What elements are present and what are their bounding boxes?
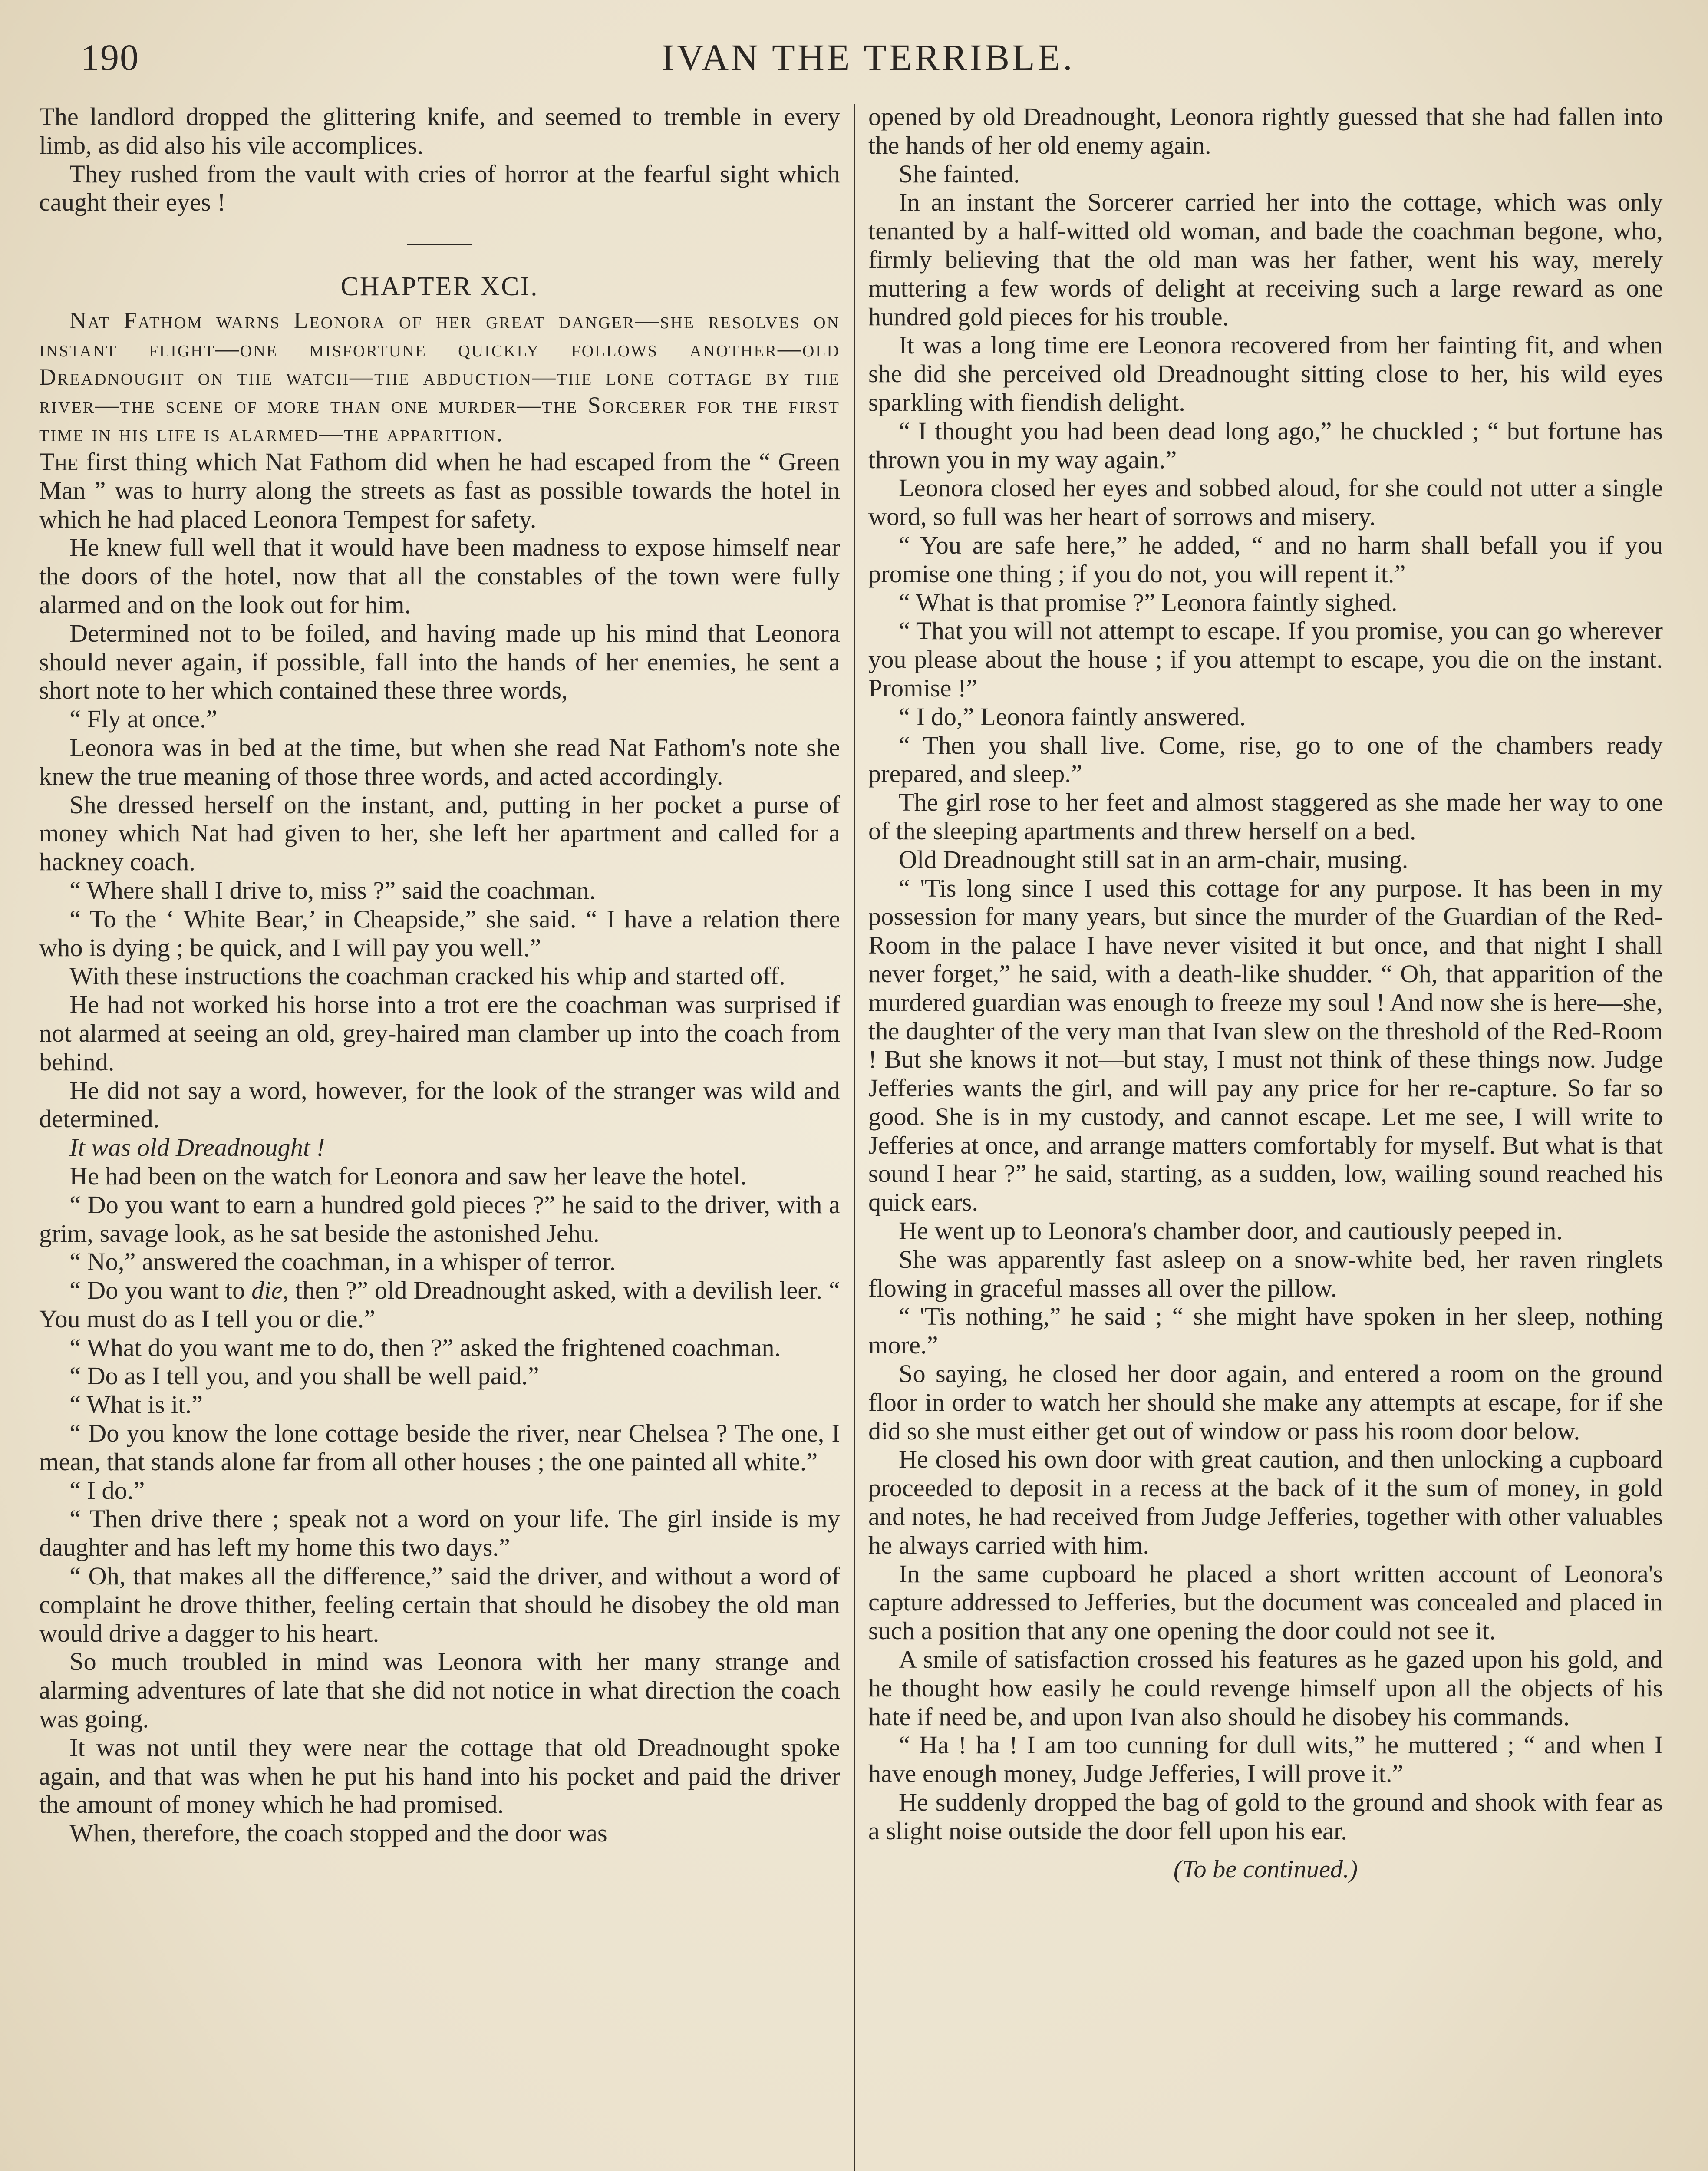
paragraph: “ 'Tis nothing,” he said ; “ she might have spoken in her sleep, nothing more.”	[868, 1302, 1663, 1359]
paragraph: He had not worked his horse into a trot ere the coachman was surprised if not alarmed at seeing an old, grey-haired man clamber up into the coach from behind.	[39, 990, 840, 1076]
paragraph: “ You are safe here,” he added, “ and no harm shall befall you if you promise one thing ; if you do not, you will repent it.”	[868, 531, 1663, 588]
paragraph: She dressed herself on the instant, and, putting in her pocket a purse of money which Nat had given to her, she left her apartment and called for a hackney coach.	[39, 790, 840, 876]
paragraph: “ Ha ! ha ! I am too cunning for dull wits,” he muttered ; “ and when I have enough money, Judge Jefferies, I will prove it.”	[868, 1731, 1663, 1788]
paragraph: “ Do you know the lone cottage beside the river, near Chelsea ? The one, I mean, that stands alone far from all other houses ; the one painted all white.”	[39, 1419, 840, 1476]
paragraph: He did not say a word, however, for the look of the stranger was wild and determined.	[39, 1076, 840, 1133]
paragraph: She fainted.	[899, 159, 1020, 188]
chapter-title: CHAPTER XCI.	[340, 272, 539, 302]
paragraph: “ To the ‘ White Bear,’ in Cheapside,” she said. “ I have a relation there who is dying ; be quick, and I will pay you well.”	[39, 904, 840, 962]
paragraph: The girl rose to her feet and almost staggered as she made her way to one of the sleeping apartments and threw herself on a bed.	[868, 788, 1663, 845]
paragraph: “ Then drive there ; speak not a word on your life. The girl inside is my daughter and has left my home this two days.”	[39, 1505, 840, 1562]
section-divider	[407, 244, 472, 245]
paragraph: Determined not to be foiled, and having made up his mind that Leonora should never again, if possible, fall into the hands of her enemies, he sent a short note to her which contained these three words,	[39, 619, 840, 705]
paragraph: She was apparently fast asleep on a snow-white bed, her raven ringlets flowing in graceful masses all over the pillow.	[868, 1245, 1663, 1302]
paragraph: “ No,” answered the coachman, in a whisper of terror.	[69, 1247, 616, 1276]
page-number: 190	[81, 36, 139, 78]
paragraph: “ That you will not attempt to escape. If you promise, you can go wherever you please about the house ; if you attempt to escape, you die on the instant. Promise !”	[868, 617, 1663, 702]
paragraph: With these instructions the coachman cracked his whip and started off.	[69, 962, 785, 990]
paragraph: They rushed from the vault with cries of horror at the fearful sight which caught their eyes !	[39, 159, 840, 217]
paragraph-text: first thing which Nat Fathom did when he had escaped from the “ Green Man ” was to hurry along the streets as fast as possible towards the hotel in which he had placed Leonora Tempest for safety.	[39, 447, 840, 533]
right-column	[868, 102, 1663, 1883]
paragraph: It was a long time ere Leonora recovered from her fainting fit, and when she did she perceived old Dreadnought sitting close to her, his wild eyes sparkling with fiendish delight.	[868, 331, 1663, 416]
paragraph: In the same cupboard he placed a short written account of Leonora's capture addressed to Jefferies, but the document was concealed and placed in such a position that any one opening the door could not see it.	[868, 1559, 1663, 1645]
paragraph: “ Do as I tell you, and you shall be well paid.”	[69, 1362, 539, 1390]
paragraph: He knew full well that it would have been madness to expose himself near the doors of the hotel, now that all the constables of the town were fully alarmed and on the look out for him.	[39, 533, 840, 619]
paragraph: When, therefore, the coach stopped and the door was	[69, 1819, 607, 1848]
paragraph: It was not until they were near the cottage that old Dreadnought spoke again, and that was when he put his hand into his pocket and paid the driver the amount of money which he had promised.	[39, 1733, 840, 1819]
paragraph: “ 'Tis long since I used this cottage for any purpose. It has been in my possession for many years, but since the murder of the Guardian of the Red-Room in the palace I have never visited it but once, and that night I shall never forget,” he said, with a death-like shudder. “ Oh, that apparition of the murdered guardian was enough to freeze my soul ! And now she is here—she, the daughter of the very man that Ivan slew on the threshold of the Red-Room ! But she knows it not—but stay, I must not think of these things now. Judge Jefferies wants the girl, and will pay any price for her re-capture. So far so good. She is in my custody, and cannot escape. Let me see, I will write to Jefferies at once, and arrange matters comfortably for myself. But what is that sound I hear ?” he said, starting, as a sudden, low, wailing sound reached his quick ears.	[868, 874, 1663, 1217]
paragraph: Leonora closed her eyes and sobbed aloud, for she could not utter a single word, so full was her heart of sorrows and misery.	[868, 474, 1663, 531]
paragraph: Old Dreadnought still sat in an arm-chair, musing.	[899, 845, 1408, 874]
paragraph: The landlord dropped the glittering knife, and seemed to tremble in every limb, as did also his vile accomplices.	[39, 102, 840, 159]
paragraph: He closed his own door with great caution, and then unlocking a cupboard proceeded to deposit in a recess at the back of it the sum of money, in gold and notes, he had received from Judge Jefferies, together with other valuables he always carried with him.	[868, 1445, 1663, 1559]
paragraph: “ I do.”	[69, 1476, 145, 1505]
paragraph: “ What is it.”	[69, 1390, 203, 1419]
paragraph: Leonora was in bed at the time, but when she read Nat Fathom's note she knew the true meaning of those three words, and acted accordingly.	[39, 733, 840, 790]
running-title: IVAN THE TERRIBLE.	[662, 36, 1075, 78]
paragraph: “ I do,” Leonora faintly answered.	[899, 702, 1246, 731]
paragraph: A smile of satisfaction crossed his features as he gazed upon his gold, and he thought how easily he could revenge himself upon all the objects of his hate if need be, and upon Ivan also should he disobey his commands.	[868, 1645, 1663, 1731]
to-be-continued: (To be continued.)	[1173, 1854, 1358, 1883]
paragraph-text: , then ?” old Dreadnought asked, with a devilish leer. “ You must do as I tell you or die.”	[39, 1276, 840, 1333]
paragraph: “ Fly at once.”	[69, 705, 218, 733]
paragraph	[39, 448, 840, 533]
paragraph: “ Then you shall live. Come, rise, go to one of the chambers ready prepared, and sleep.”	[868, 731, 1663, 788]
page-header	[65, 34, 1672, 82]
paragraph: “ Do you want to earn a hundred gold pieces ?” he said to the driver, with a grim, savage look, as he sat beside the astonished Jehu.	[39, 1190, 840, 1247]
paragraph: “ What do you want me to do, then ?” asked the frightened coachman.	[69, 1333, 781, 1362]
paragraph: In an instant the Sorcerer carried her into the cottage, which was only tenanted by a half-witted old woman, and bade the coachman begone, who, firmly believing that the old man was her father, went his way, merely muttering a few words of delight at receiving such a large reward as one hundred gold pieces for his trouble.	[868, 188, 1663, 331]
paragraph: He had been on the watch for Leonora and saw her leave the hotel.	[69, 1161, 747, 1190]
paragraph: So saying, he closed her door again, and entered a room on the ground floor in order to watch her should she make any attempts at escape, for if she did so she must either get out of window or pass his room door below.	[868, 1359, 1663, 1445]
paragraph: So much troubled in mind was Leonora with her many strange and alarming adventures of late that she did not notice in what direction the coach was going.	[39, 1647, 840, 1733]
paragraph: “ I thought you had been dead long ago,” he chuckled ; “ but fortune has thrown you in my way again.”	[868, 416, 1663, 474]
paragraph: He suddenly dropped the bag of gold to the ground and shook with fear as a slight noise outside the door fell upon his ear.	[868, 1788, 1663, 1845]
paragraph: “ Oh, that makes all the difference,” said the driver, and without a word of complaint he drove thither, feeling certain that should he disobey the old man would drive a dagger to his heart.	[39, 1562, 840, 1647]
paragraph: It was old Dreadnought !	[69, 1133, 325, 1162]
paragraph	[39, 1276, 840, 1333]
paragraph: “ What is that promise ?” Leonora faintly sighed.	[899, 588, 1398, 617]
paragraph: opened by old Dreadnought, Leonora rightly guessed that she had fallen into the hands of her old enemy again.	[868, 102, 1663, 159]
chapter-synopsis: Nat Fathom warns Leonora of her great danger—she resolves on instant flight—one misfortune quickly follows another—old Dreadnought on the watch—the abduction—the lone cottage by the river—the scene of more than one murder—the Sorcerer for the first time in his life is alarmed—the apparition.	[39, 307, 841, 446]
emphasis: die	[251, 1276, 283, 1305]
paragraph-text: “ Do you want to	[69, 1276, 252, 1305]
paragraph: He went up to Leonora's chamber door, and cautiously peeped in.	[899, 1217, 1563, 1245]
paragraph: “ Where shall I drive to, miss ?” said the coachman.	[69, 876, 596, 904]
column-divider	[854, 104, 855, 2171]
left-column	[39, 102, 840, 1848]
lead-word: The	[39, 447, 79, 476]
